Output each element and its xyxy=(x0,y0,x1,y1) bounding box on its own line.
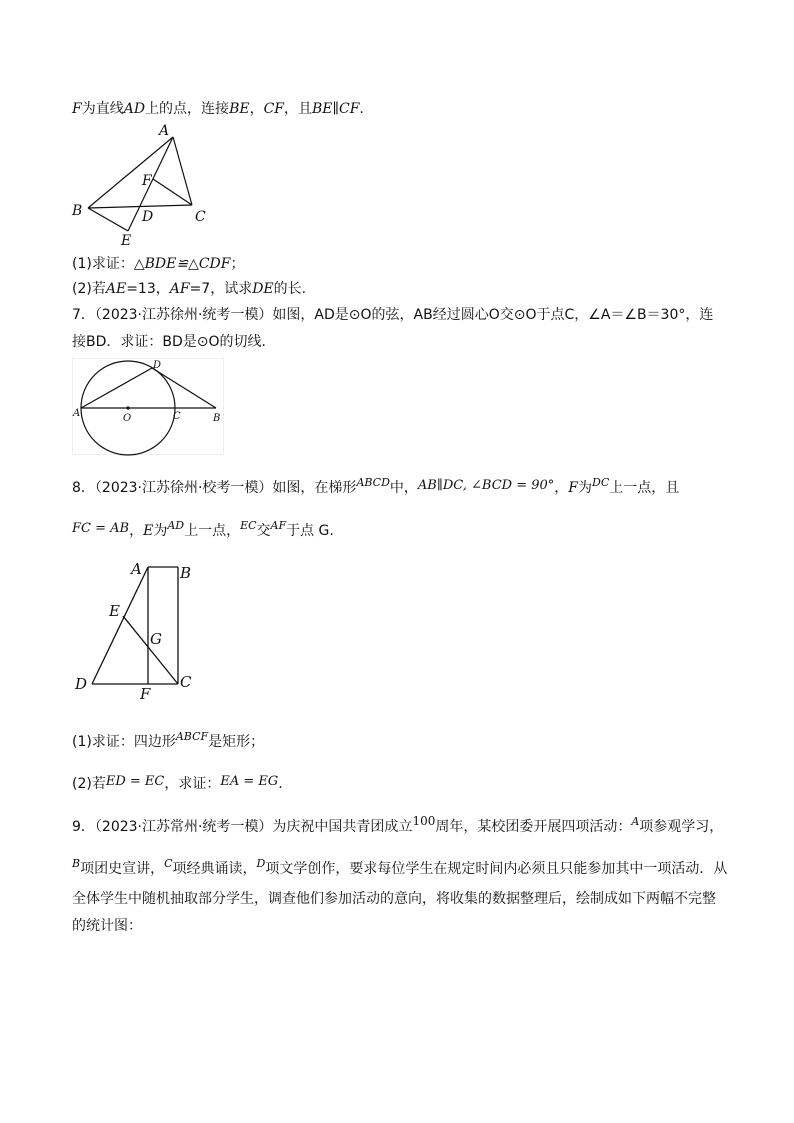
text: ， xyxy=(249,101,264,117)
label-o: O xyxy=(123,413,132,424)
label-d: D xyxy=(153,360,162,371)
math-e: E xyxy=(143,523,154,539)
figure-frame xyxy=(73,359,224,455)
figure-circle xyxy=(72,358,224,456)
q9-line2 xyxy=(72,857,728,877)
text: BE xyxy=(229,101,250,117)
q7-line2: 接BD．求证：BD是⊙O的切线． xyxy=(72,334,276,350)
math-ea-eg: EA = EG xyxy=(220,774,279,789)
q8-part2 xyxy=(72,774,283,792)
item-a: A xyxy=(631,815,640,828)
label-a: A xyxy=(131,560,142,578)
label-c: C xyxy=(173,411,181,422)
text: (1)求证： xyxy=(72,256,134,272)
text: 项文学创作，要求每位学生在规定时间内必须且只能参加其中一项活动．从 xyxy=(265,861,728,877)
label-b: B xyxy=(180,564,192,582)
q9-line1 xyxy=(72,814,724,835)
math-condition: AB∥DC, ∠BCD = 90° xyxy=(417,478,555,493)
text: BE∥CF xyxy=(312,101,360,117)
text: 上的点，连接 xyxy=(145,101,230,117)
q8-part1 xyxy=(72,730,265,750)
text: AF xyxy=(169,281,190,297)
q6-part1 xyxy=(72,257,245,271)
item-c: C xyxy=(164,857,173,870)
text: DE xyxy=(252,281,274,297)
text: ； xyxy=(230,256,245,272)
number-100: 100 xyxy=(412,814,436,828)
text: 是矩形； xyxy=(208,734,265,750)
text: 交 xyxy=(256,523,271,539)
text: 9．（2023·江苏常州·统考一模）为庆祝中国共青团成立 xyxy=(72,819,413,835)
label-c: C xyxy=(180,673,192,691)
label-d: D xyxy=(142,209,154,225)
math-ec: EC xyxy=(240,519,257,532)
figure-triangles xyxy=(66,120,216,250)
q7-line1: 7．（2023·江苏徐州·统考一模）如图，AD是⊙O的弦，AB经过圆心O交⊙O于点C，∠A＝∠B＝30°，连 xyxy=(72,307,714,323)
text: 上一点， xyxy=(184,523,241,539)
text: 上一点，且 xyxy=(609,480,680,496)
math-f: F xyxy=(568,480,578,496)
segment-ad xyxy=(81,368,152,408)
label-b: B xyxy=(72,203,83,219)
text: 周年，某校团委开展四项活动： xyxy=(435,819,632,835)
text: 为 xyxy=(578,480,592,496)
text: △BDE≌△CDF xyxy=(133,256,231,272)
segment-ab xyxy=(88,137,173,208)
text: 项经典诵读， xyxy=(172,861,257,877)
label-a: A xyxy=(159,123,170,139)
text: (1)求证：四边形 xyxy=(72,734,176,750)
q6-part2 xyxy=(72,282,306,296)
text: ， xyxy=(554,480,569,496)
text: AD xyxy=(123,101,146,117)
text: 8．（2023·江苏徐州·校考一模）如图，在梯形 xyxy=(72,480,357,496)
center-point xyxy=(126,406,129,409)
label-d: D xyxy=(75,675,88,693)
figure-trapezoid xyxy=(70,555,200,700)
segment-ad xyxy=(92,567,148,684)
text: ，求证： xyxy=(164,776,221,792)
label-b: B xyxy=(213,413,221,424)
label-c: C xyxy=(195,209,206,225)
text: ，且 xyxy=(284,101,313,117)
text: 项参观学习， xyxy=(639,819,724,835)
math-dc: DC xyxy=(592,476,610,489)
q9-line3: 全体学生中随机抽取部分学生，调查他们参加活动的意向，将收集的数据整理后，绘制成如下两幅不完整 xyxy=(72,891,716,907)
text: 中， xyxy=(389,480,418,496)
q9-line4: 的统计图： xyxy=(72,918,142,934)
text: F xyxy=(72,101,82,117)
text: 为直线 xyxy=(81,101,124,117)
segment-bd xyxy=(152,368,216,408)
label-f: F xyxy=(140,685,151,700)
math-af: AF xyxy=(270,519,287,532)
math-ad: AD xyxy=(167,519,185,532)
label-e: E xyxy=(109,602,120,620)
label-g: G xyxy=(150,630,162,648)
segment-be xyxy=(88,208,128,231)
text: . xyxy=(278,776,283,792)
math-ed-ec: ED = EC xyxy=(105,774,165,789)
text: =13， xyxy=(126,281,170,297)
intro-line xyxy=(72,102,364,116)
text: 项团史宣讲， xyxy=(80,861,165,877)
segment-ec xyxy=(123,616,178,684)
item-d: D xyxy=(256,857,266,870)
label-f: F xyxy=(142,173,152,189)
math-abcd: ABCD xyxy=(356,476,390,489)
text: . xyxy=(359,101,364,117)
q8-line2 xyxy=(72,519,334,539)
text: 为 xyxy=(153,523,168,539)
text: 于点 G. xyxy=(286,523,334,539)
text: ， xyxy=(129,523,144,539)
text: =7，试求 xyxy=(189,281,253,297)
q8-line1 xyxy=(72,476,680,496)
text: AE xyxy=(105,281,127,297)
math-fc-ab: FC = AB xyxy=(72,521,130,536)
label-a: A xyxy=(73,408,81,419)
text: 的长. xyxy=(273,281,307,297)
item-b: B xyxy=(72,857,81,870)
text: (2)若 xyxy=(72,776,106,792)
text: (2)若 xyxy=(72,281,106,297)
math-abcf: ABCF xyxy=(175,730,209,743)
text: CF xyxy=(263,101,285,117)
label-e: E xyxy=(121,233,132,249)
